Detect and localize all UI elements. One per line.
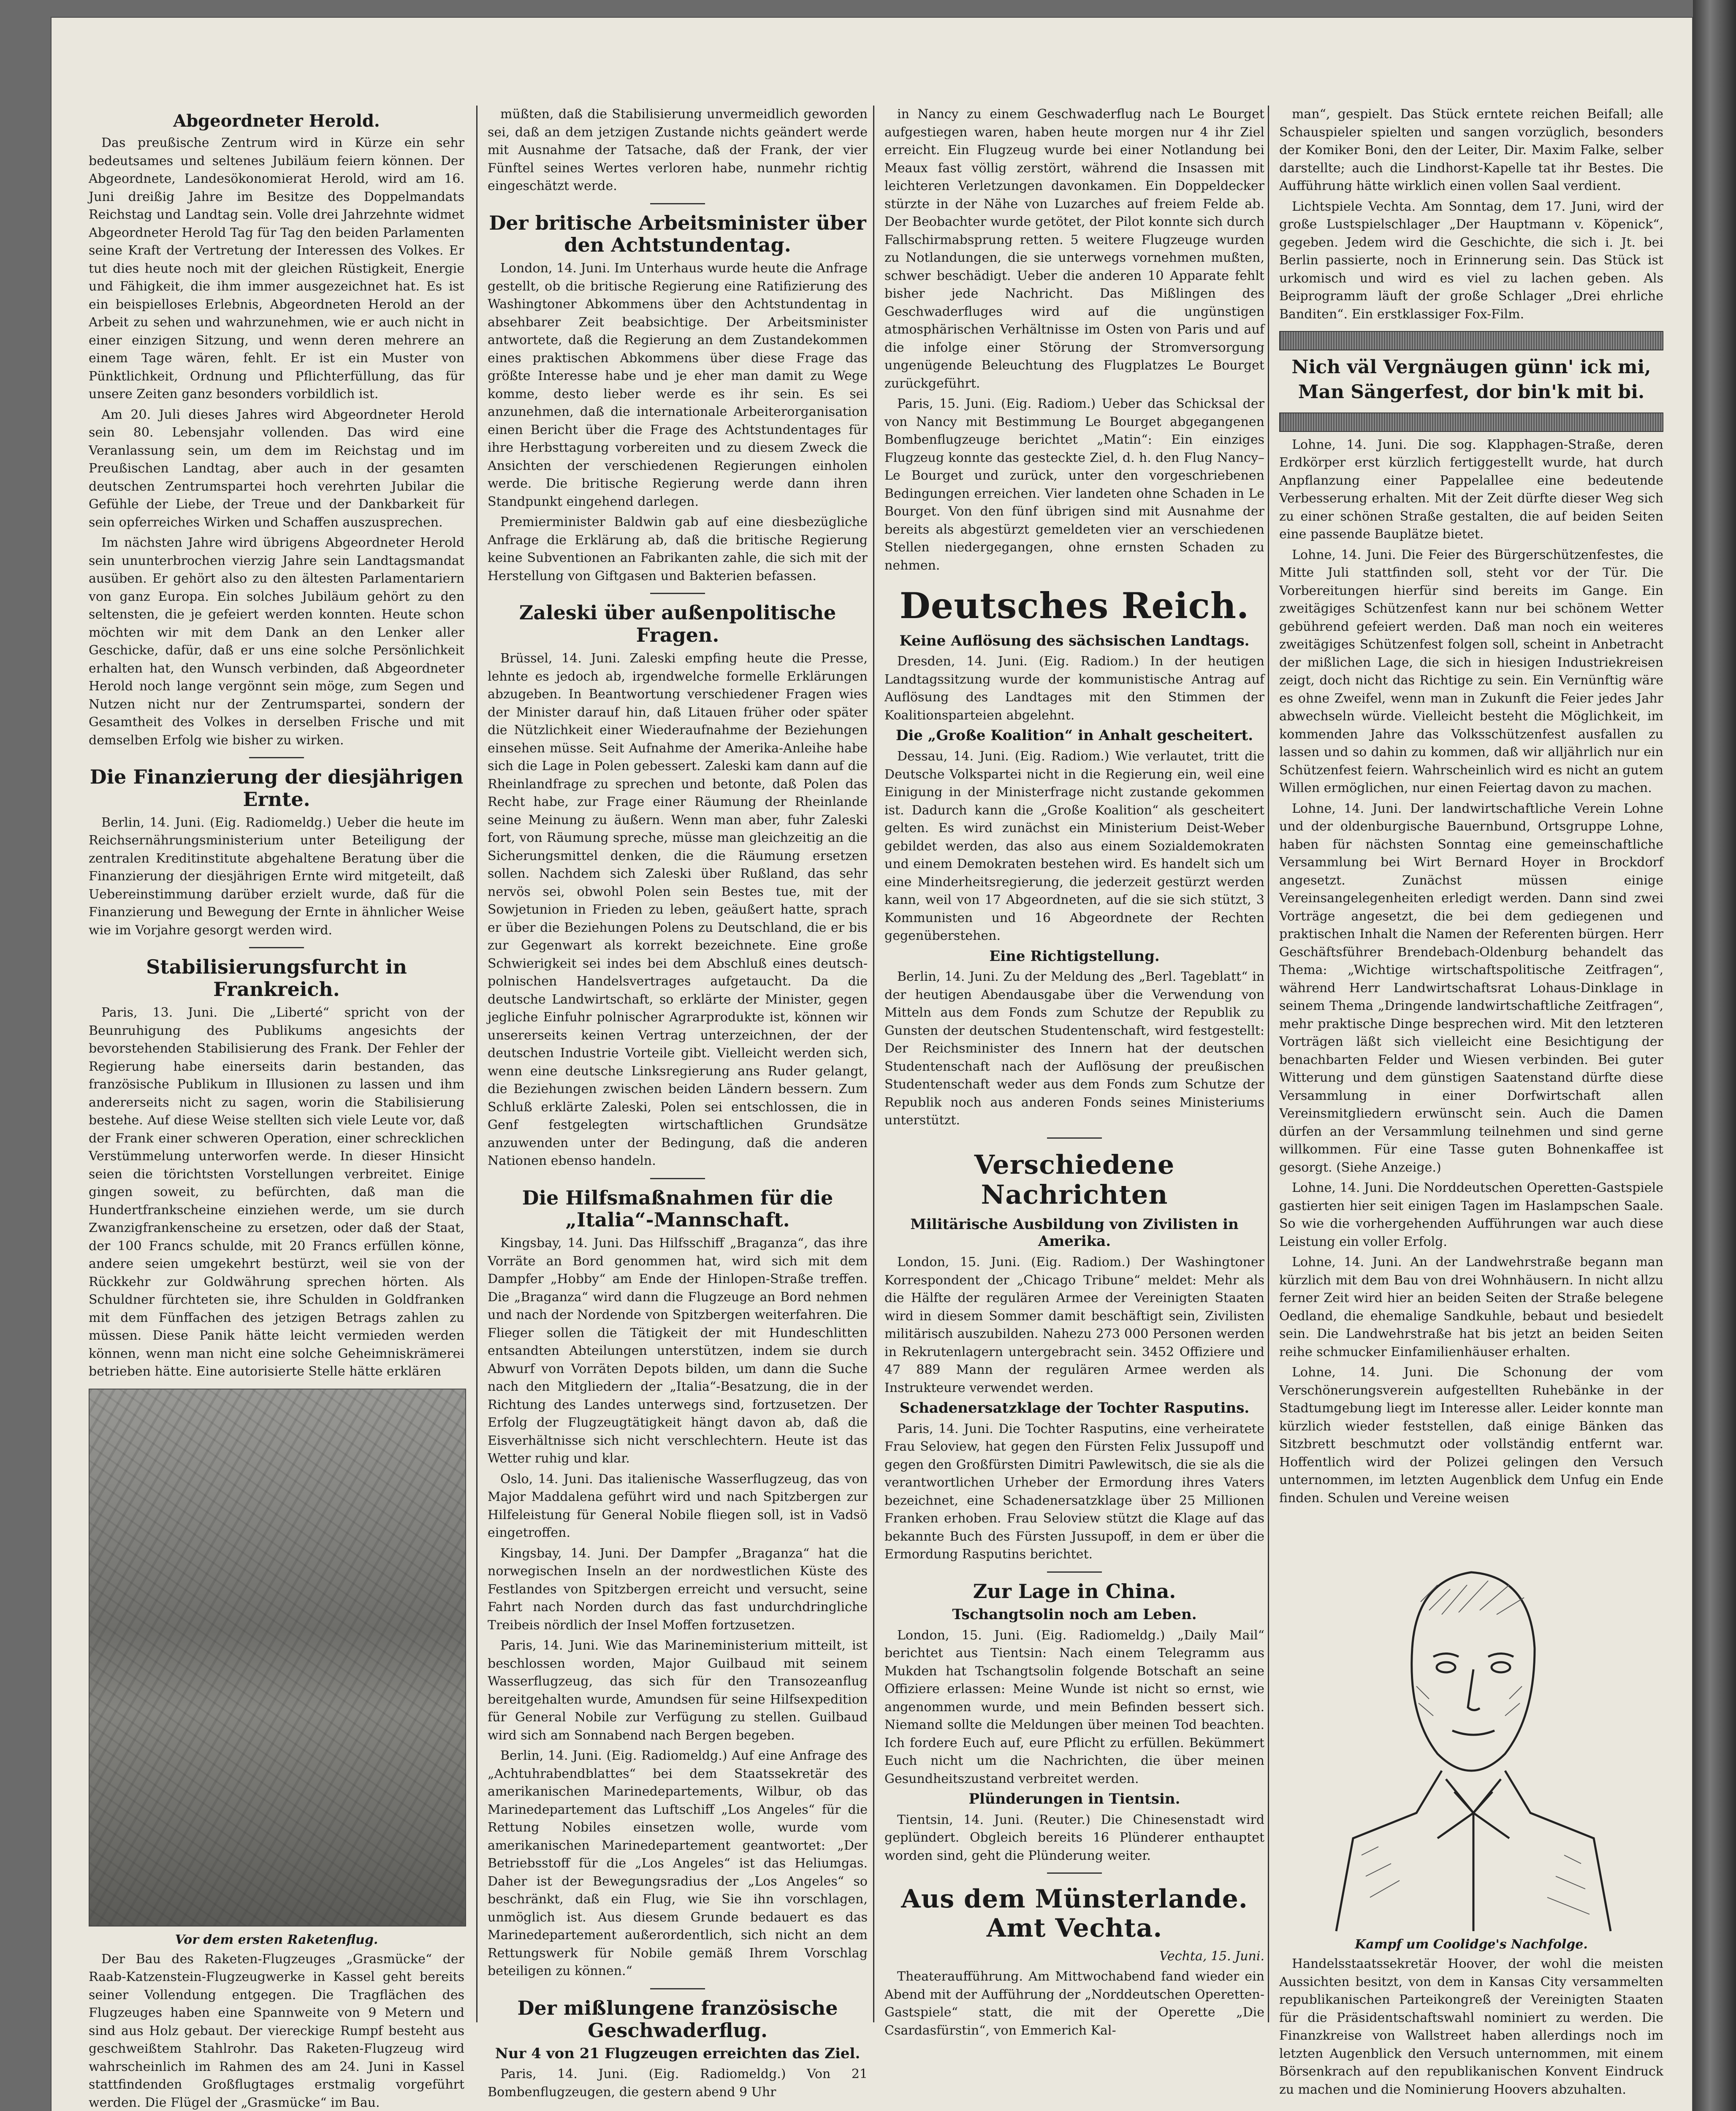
dateline: Vechta, 15. Juni.: [1159, 1949, 1264, 1964]
article-text: man“, gespielt. Das Stück erntete reichen Beifall; alle Schauspieler spielten und sangen vorzüglich, besonders der Komiker Boni, den der Leiter, Dir. Maxim Falke, selber darstellte; auch die Lindhorst-Kapelle tat ihr Bestes. Die Aufführung hätte wirklich einen vollen Saal verdient.: [1279, 107, 1663, 193]
column-4: [1279, 106, 1663, 2097]
column-rule: [1268, 106, 1269, 2022]
portrait-caption: Kampf um Coolidge's Nachfolge.: [1355, 1937, 1588, 1952]
separator: [1047, 1872, 1102, 1874]
column-rule: [873, 106, 874, 2022]
scan-binding-edge: [1693, 0, 1736, 2111]
article-subtitle: Keine Auflösung des sächsischen Landtags.: [899, 632, 1250, 649]
article-text: Oslo, 14. Juni. Das italienische Wasserflugzeug, das von Major Maddalena geführt wird und nach Spitzbergen zur Hilfeleistung für General Nobile fliegen soll, ist in Vadsö eingetroffen.: [488, 1471, 868, 1541]
separator: [650, 1988, 705, 1989]
column-rule: [476, 106, 477, 2022]
section-title: Verschiedene Nachrichten: [974, 1149, 1175, 1210]
article-title: Die Finanzierung der diesjährigen Ernte.: [90, 765, 464, 811]
article-text: London, 15. Juni. (Eig. Radiomeldg.) „Daily Mail“ berichtet aus Tientsin: Nach einem Telegramm aus Mukden hat Tschangtsolin folgende Botschaft an seine Offiziere erlassen: Meine Wunde ist nicht so ernst, wie angenommen wurde, und mein Befinden bessert sich. Niemand sollte die Meldungen über meinen Tod beachten. Ich fordere Euch auf, eure Pflicht zu erfüllen. Bekümmert Euch nicht um die Nachrichten, die über meinen Gesundheitszustand verbreitet werden.: [884, 1628, 1264, 1786]
rocket-plane-photo: [89, 1389, 466, 1926]
article-text: Paris, 14. Juni. Die Tochter Rasputins, eine verheiratete Frau Seloview, hat gegen den Fürsten Felix Jussupoff und gegen den Großfürsten Dimitri Pawlewitsch, die sie als die verantwortlichen Urheber der Ermordung ihres Vaters bezeichnet, eine Schadenersatzklage über 25 Millionen Franken erhoben. Frau Seloview stützt die Klage auf das bekannte Buch des Fürsten Jussupoff, in dem er über die Ermordung Rasputins berichtet.: [884, 1421, 1264, 1562]
motto-verse: Nich väl Vergnäugen günn' ick mi, Man Sängerfest, dor bin'k mit bi.: [1291, 356, 1651, 403]
separator: [1047, 1571, 1102, 1573]
article-text: Dresden, 14. Juni. (Eig. Radiom.) In der heutigen Landtagssitzung wurde der kommunistische Antrag auf Auflösung des Landtages mit den Stimmen der Koalitionsparteien abgelehnt.: [884, 654, 1264, 723]
column-1: [89, 106, 464, 2110]
column-3: [884, 106, 1264, 2038]
portrait-drawing: [1311, 1517, 1632, 1931]
article-text: Lohne, 14. Juni. Die Schonung der vom Verschönerungsverein aufgestellten Ruhebänke in der Stadtumgebung liegt im Interesse aller. Leider konnte man kürzlich wieder feststellen, daß einige Bänken das Sitzbrett beschmutzt oder vollständig entfernt war. Hoffentlich wird der Polizei gelingen den Versuch unternommen, im letzten Augenblick dem Unfug ein Ende finden. Schulen und Vereine weisen: [1279, 1365, 1663, 1506]
ornamental-banner: [1279, 331, 1663, 350]
photo-caption: Vor dem ersten Raketenflug.: [175, 1932, 378, 1947]
separator: [650, 203, 705, 204]
article-text: in Nancy zu einem Geschwaderflug nach Le Bourget aufgestiegen waren, haben heute morgen nur 4 ihr Ziel erreicht. Ein Flugzeug wurde bei einer Notlandung bei Meaux fast völlig zerstört, während die Insassen mit leichteren Verletzungen davonkamen. Ein Doppeldecker stürzte in der Nähe von Luzarches auf freiem Felde ab. Der Beobachter wurde getötet, der Pilot konnte sich durch Fallschirmabsprung retten. 5 weitere Flugzeuge wurden zu Notlandungen, die sie unterwegs vornehmen mußten, schwer beschädigt. Ueber die anderen 10 Apparate fehlt bisher jede Nachricht. Das Mißlingen des Geschwaderfluges wird auf die ungünstigen atmosphärischen Verhältnisse im Osten von Paris und auf die infolge einer Störung der Stromversorgung ungenügende Beleuchtung des Flugplatzes Le Bourget zurückgeführt.: [884, 107, 1264, 391]
article-subtitle: Plünderungen in Tientsin.: [968, 1791, 1180, 1808]
separator: [650, 1178, 705, 1179]
article-text: Der Bau des Raketen-Flugzeuges „Grasmücke“ der Raab-Katzenstein-Flugzeugwerke in Kassel geht bereits seiner Vollendung entgegen. Die Tragflächen des Flugzeuges haben eine Spannweite von 9 Metern und sind aus Holz gebaut. Der viereckige Rumpf besteht aus geschweißtem Stahlrohr. Das Raketen-Flugzeug wird wahrscheinlich im Rahmen des am 24. Juni in Kassel stattfindenden Großflugtages erstmalig vorgeführt werden. Die Flügel der „Grasmücke“ im Bau.: [89, 1951, 464, 2110]
article-title: Stabilisierungsfurcht in Frankreich.: [146, 955, 407, 1001]
article-text: Berlin, 14. Juni. (Eig. Radiomeldg.) Ueber die heute im Reichsernährungsministerium unter Beteiligung der zentralen Kreditinstitute abgehaltene Beratung über die Finanzierung der diesjährigen Ernte wird mitgeteilt, daß Uebereinstimmung darüber erzielt wurde, daß für die Finanzierung und Bewegung der Ernte in ähnlicher Weise wie im Vorjahre gesorgt werden wird.: [89, 815, 464, 938]
article-title: Zaleski über außenpolitische Fragen.: [519, 601, 836, 647]
article-title: Der mißlungene französische Geschwaderflug.: [517, 1996, 838, 2042]
article-text: Im nächsten Jahre wird übrigens Abgeordneter Herold sein ununterbrochen vierzig Jahre sein Landtagsmandat ausüben. Er gehört also zu den ältesten Parlamentariern von ganz Europa. Ein solches Jubiläum gehört zu den seltensten, die je gefeiert werden konnten. Heute schon möchten wir mit dem Dank an den Lenker aller Geschicke, dafür, daß er uns eine solche Persönlichkeit erhalten hat, den Wunsch verbinden, daß Abgeordneter Herold noch lange vergönnt sein möge, zum Segen und Nutzen nicht nur der Zentrumspartei, sondern der Gesamtheit des Volkes in derselben Frische und mit demselben Erfolg wie bisher zu wirken.: [89, 535, 464, 748]
separator: [249, 947, 304, 948]
article-subtitle: Schadenersatzklage der Tochter Rasputins.: [899, 1400, 1250, 1417]
article-text: Berlin, 14. Juni. Zu der Meldung des „Berl. Tageblatt“ in der heutigen Abendausgabe über die Verwendung von Mitteln aus dem Fonds zum Schutze der Republik zu Gunsten der deutschen Studentenschaft, wird festgestellt: Der Reichsminister des Innern hat der deutschen Studentenschaft nach der Auflösung der preußischen Studentenschaft weder aus dem Fonds zum Schutze der Republik noch aus anderen Fonds seines Ministeriums unterstützt.: [884, 969, 1264, 1128]
article-text: Paris, 13. Juni. Die „Liberté“ spricht von der Beunruhigung des Publikums angesichts der bevorstehenden Stabilisierung des Frank. Der Fehler der Regierung habe einerseits darin bestanden, das französische Publikum in Illusionen zu lassen und ihm andererseits nicht zu sagen, worin die Stabilisierung bestehe. Auf diese Weise stellten sich viele Leute vor, daß der Frank einer schweren Operation, einer schrecklichen Verstümmelung unterworfen werde. In dieser Hinsicht seien die törichtsten Vorstellungen verbreitet. Einige gingen soweit, zu befürchten, daß man die Hundertfrankscheine einziehen werde, um sie durch Zwanzigfrankenscheine zu ersetzen, oder daß der Staat, der 100 Francs schulde, mit 20 Francs erfüllen könne, andere seien umgekehrt bestürzt, weil sie von der Rückkehr zur Goldwährung sprechen hörten. Als Schuldner fürchteten sie, ihre Schulden in Goldfranken mit dem Fünffachen des jetzigen Betrags zahlen zu müssen. Diese Panik hätte leicht vermieden werden können, wenn man nicht eine solche Geheimniskrämerei betrieben hätte. Eine autorisierte Stelle hätte erklären: [89, 1005, 464, 1379]
article-subtitle: Tschangtsolin noch am Leben.: [952, 1606, 1197, 1623]
article-text: Am 20. Juli dieses Jahres wird Abgeordneter Herold sein 80. Lebensjahr vollenden. Das wird eine Veranlassung sein, um dem im Reichstag und im Preußischen Landtag, aber auch in der gesamten deutschen Zentrumspartei hoch verehrten Jubilar die Gefühle der Liebe, der Treue und der Dankbarkeit für sein opferreiches Wirken und Schaffen auszusprechen.: [89, 407, 464, 530]
article-title: Der britische Arbeitsminister über den Achtstundentag.: [489, 211, 866, 257]
article-title: Abgeordneter Herold.: [173, 111, 380, 131]
article-text: London, 14. Juni. Im Unterhaus wurde heute die Anfrage gestellt, ob die britische Regierung eine Ratifizierung des Washingtoner Abkommens über den Achtstundentag in absehbarer Zeit beabsichtige. Der Arbeitsminister antwortete, daß die Regierung an dem Zustandekommen eines praktischen Abkommens über diese Frage das größte Interesse habe und je eher man damit zu Wege komme, desto lieber werde es ihr sein. Es sei anzunehmen, daß die internationale Arbeiterorganisation einen Bericht über die Frage des Achtstundentages für ihre Herbsttagung vorbereiten und zu diesem Zweck die Ansichten der verschiedenen Regierungen einholen werde. Die britische Regierung werde dann ihren Standpunkt eingehend darlegen.: [488, 261, 868, 509]
article-text: Brüssel, 14. Juni. Zaleski empfing heute die Presse, lehnte es jedoch ab, irgendwelche formelle Erklärungen abzugeben. In Beantwortung verschiedener Fragen wies der Minister darauf hin, daß Litauen früher oder später die Nützlichkeit einer Wiederaufnahme der Beziehungen einsehen müsse. Seit Aufnahme der Amerika-Anleihe habe sich die Lage in Polen gebessert. Zaleski kam dann auf die Rheinlandfrage zu sprechen und betonte, daß Polen das Recht habe, zur Frage einer Räumung der Rheinlande seine Meinung zu äußern. Wenn man aber, fuhr Zaleski fort, von Räumung spreche, müsse man gleichzeitig an die Sicherungsmittel denken, die die Räumung ersetzen sollen. Nachdem sich Zaleski über Rußland, das sehr nervös sei, obwohl Polen sein Bestes tue, mit der Sowjetunion in Frieden zu leben, geäußert hatte, sprach er über die Beziehungen Polens zu Deutschland, die er bis zur Gegenwart als korrekt bezeichnete. Eine große Schwierigkeit sei indes bei dem Abschluß eines deutsch-polnischen Handelsvertrages aufgetaucht. Da die deutsche Landwirtschaft, so erklärte der Minister, gegen jegliche Einfuhr polnischer Agrarprodukte ist, können wir unsererseits keinen Vertrag unterzeichnen, der der deutschen Industrie Vorteile gibt. Vielleicht werden sich, wenn eine deutsche Linksregierung ans Ruder gelangt, die Beziehungen zwischen beiden Ländern bessern. Zum Schluß erklärte Zaleski, Polen sei entschlossen, die in Genf festgelegten wirtschaftlichen Grundsätze anzuwenden unter der Bedingung, daß die anderen Nationen ebenso handeln.: [488, 651, 868, 1169]
article-text: London, 15. Juni. (Eig. Radiom.) Der Washingtoner Korrespondent der „Chicago Tribune“ meldet: Mehr als die Hälfte der regulären Armee der Vereinigten Staaten wird in diesem Sommer damit beschäftigt sein, Zivilisten militärisch auszubilden. Nahezu 273 000 Personen werden in Rekrutenlagern untergebracht sein. 3452 Offiziere und 47 889 Mann der regulären Armee werden als Instrukteure verwendet werden.: [884, 1255, 1264, 1395]
article-text: Tientsin, 14. Juni. (Reuter.) Die Chinesenstadt wird geplündert. Obgleich bereits 16 Plünderer enthauptet worden sind, geht die Plünderung weiter.: [884, 1812, 1264, 1863]
article-title: Zur Lage in China.: [973, 1579, 1176, 1603]
article-subtitle: Militärische Ausbildung von Zivilisten in Amerika.: [910, 1216, 1239, 1250]
article-text: Kingsbay, 14. Juni. Der Dampfer „Braganza“ hat die norwegischen Inseln an der nordwestlichen Küste des Festlandes von Spitzbergen erreicht und versucht, seine Fahrt nach Norden durch das fast undurchdringliche Treibeis nördlich der Insel Moffen fortzusetzen.: [488, 1546, 868, 1633]
section-title: Deutsches Reich.: [899, 585, 1250, 627]
article-text: Lohne, 14. Juni. Die sog. Klapphagen-Straße, deren Erdkörper erst kürzlich fertiggestellt wurde, hat durch Anpflanzung einer Pappelallee eine bedeutende Verbesserung erhalten. Mit der Zeit dürfte dieser Weg sich zu einer schönen Straße gestalten, die auf beiden Seiten eine passende Bauplätze bietet.: [1279, 437, 1663, 542]
article-text: Lichtspiele Vechta. Am Sonntag, dem 17. Juni, wird der große Lustspielschlager „Der Hauptmann v. Köpenick“, gegeben. Jedem wird die Geschichte, die sich i. Jt. bei Berlin passierte, noch in Erinnerung sein. Das Stück ist urkomisch und wird es viel zu lachen geben. Als Beiprogramm läuft der große Schlager „Drei ehrliche Banditen“. Ein erstklassiger Fox-Film.: [1279, 199, 1663, 322]
article-text: Paris, 14. Juni. Wie das Marineministerium mitteilt, ist beschlossen worden, Major Guilbaud mit seinem Wasserflugzeug, das sich für den Transozeanflug bereitgehalten wurde, Amundsen für seine Hilfsexpedition für General Nobile zur Verfügung zu stellen. Guilbaud wird sich am Sonnabend nach Bergen begeben.: [488, 1638, 868, 1743]
article-title: Die Hilfsmaßnahmen für die „Italia“-Mannschaft.: [522, 1186, 833, 1232]
article-subtitle: Die „Große Koalition“ in Anhalt gescheitert.: [895, 727, 1253, 744]
ornamental-banner: [1279, 412, 1663, 432]
article-text: Lohne, 14. Juni. Der landwirtschaftliche Verein Lohne und der oldenburgische Bauernbund, Ortsgruppe Lohne, haben für nächsten Sonntag eine gemeinschaftliche Versammlung bei Wirt Bernard Hoyer in Brockdorf angesetzt. Zunächst müssen einige Vereinsangelegenheiten erledigt werden. Dann sind zwei Vorträge angesetzt, die bei dem gediegenen und praktischen Inhalt die Namen der Referenten bürgen. Herr Geschäftsführer Brendebach-Oldenburg behandelt das Thema: „Wichtige wirtschaftspolitische Zeitfragen“, während Herr Landwirtschaftsrat Lohaus-Dinklage in seinem Thema „Dringende landwirtschaftliche Zeitfragen“, mehr praktische Dinge besprechen wird. Mit den letzteren Vorträgen läßt sich vielleicht eine Besichtigung der benachbarten Felder und Wiesen verbinden. Bei guter Witterung und dem günstigen Saatenstand dürfte diese Versammlung in einer Dorfwirtschaft allen Vereinsmitgliedern erwünscht sein. Auch die Damen dürfen an der Versammlung teilnehmen und sind gerne willkommen. Für eine Tasse guten Bohnenkaffee ist gesorgt. (Siehe Anzeige.): [1279, 801, 1663, 1175]
article-text: Handelsstaatssekretär Hoover, der wohl die meisten Aussichten besitzt, von dem in Kansas City versammelten republikanischen Parteikongreß der Vereinigten Staaten für die Präsidentschaftswahl nominiert zu werden. Die Finanzkreise von Wallstreet haben allerdings noch im letzten Augenblick den Versuch unternommen, mit einem Börsenkrach auf den republikanischen Konvent Eindruck zu machen und die Nominierung Hoovers abzuhalten.: [1279, 1956, 1663, 2097]
article-text: Kingsbay, 14. Juni. Das Hilfsschiff „Braganza“, das ihre Vorräte an Bord genommen hat, wird sich mit dem Dampfer „Hobby“ am Ende der Hinlopen-Straße treffen. Die „Braganza“ wird dann die Flugzeuge an Bord nehmen und nach der Nordende von Spitzbergen weiterfahren. Die Flieger sollen die Tätigkeit der mit Hundeschlitten entsandten Abteilungen unterstützen, indem sie durch Abwurf von Vorräten Depots bilden, um dann die Suche nach den Mitgliedern der „Italia“-Besatzung, die in der Richtung des Landes unterwegs sind, fortzusetzen. Der Erfolg der Flugzeugtätigkeit hängt davon ab, daß die Eisverhältnisse sich nicht verschlechtern. Heute ist das Wetter ruhig und klar.: [488, 1236, 868, 1466]
article-text: Lohne, 14. Juni. An der Landwehrstraße begann man kürzlich mit dem Bau von drei Wohnhäusern. In nicht allzu ferner Zeit wird hier an beiden Seiten der Straße belegene Oedland, die ehemalige Sandkuhle, bebaut und besiedelt sein. Die Landwehrstraße hat bis jetzt an beiden Seiten reihe schmucker Einfamilienhäuser erhalten.: [1279, 1255, 1663, 1359]
article-text: Dessau, 14. Juni. (Eig. Radiom.) Wie verlautet, tritt die Deutsche Volkspartei nicht in die Regierung ein, weil eine Einigung in der Ministerfrage nicht zustande gekommen ist. Dadurch kann die „Große Koalition“ als gescheitert gelten. Es wird zunächst ein Ministerium Deist-Weber gebildet werden, das also aus einem Sozialdemokraten und einem Demokraten bestehen wird. Es handelt sich um eine Minderheitsregierung, die jederzeit gestürzt werden kann, weil von 17 Abgeordneten, auf die sie sich stützt, 3 Kommunisten und 16 Abgeordnete der Rechten gegenüberstehen.: [884, 749, 1264, 944]
article-text: Paris, 15. Juni. (Eig. Radiom.) Ueber das Schicksal der von Nancy mit Bestimmung Le Bourget abgegangenen Bombenflugzeuge berichtet „Matin“: Ein einziges Flugzeug konnte das gesteckte Ziel, d. h. den Flug Nancy–Le Bourget und zurück, unter den vorgeschriebenen Bedingungen erreichen. Vier landeten ohne Schaden in Le Bourget. Von den fünf übrigen sind mit Ausnahme der bereits als abgestürzt gemeldeten vier an verschiedenen Stellen niedergegangen, ohne ernsten Schaden zu nehmen.: [884, 396, 1264, 573]
separator: [249, 757, 304, 758]
article-text: Premierminister Baldwin gab auf eine diesbezügliche Anfrage die Erklärung ab, daß die britische Regierung keine Subventionen an Fabrikanten zahle, die sich mit der Herstellung von Giftgasen und Bakterien befassen.: [488, 515, 868, 583]
separator: [1047, 1137, 1102, 1139]
hoover-portrait: [1311, 1517, 1632, 1931]
article-subtitle: Nur 4 von 21 Flugzeugen erreichten das Ziel.: [495, 2045, 860, 2062]
article-text: Paris, 14. Juni. (Eig. Radiomeldg.) Von 21 Bombenflugzeugen, die gestern abend 9 Uhr: [488, 2067, 868, 2100]
article-text: Lohne, 14. Juni. Die Feier des Bürgerschützenfestes, die Mitte Juli stattfinden soll, steht vor der Tür. Die Vorbereitungen hierfür sind bereits im Gange. Ein zweitägiges Schützenfest kann nur bei schönem Wetter gebührend gefeiert werden. Daß man noch ein weiteres zweitägiges Schützenfest folgen soll, scheint in Anbetracht der mißlichen Lage, die sich in hiesigen Industriekreisen zeigt, doch nicht das Richtige zu sein. Ein Vernünftig wäre es ohne Zweifel, wenn man in Zukunft die Feier jedes Jahr abwechseln würde. Vielleicht besteht die Möglichkeit, im kommenden Jahre das Volksschützenfest ausfallen zu lassen und so dahin zu kommen, daß wir alljährlich nur ein Schützenfest feiern. Wahrscheinlich wird es nicht an gutem Willen ermöglichen, nur einen Feiertag davon zu machen.: [1279, 547, 1663, 796]
section-title: Aus dem Münsterlande. Amt Vechta.: [901, 1884, 1248, 1943]
article-text: Lohne, 14. Juni. Die Norddeutschen Operetten-Gastspiele gastierten hier seit einigen Tagen im Haslampschen Saale. So wie die vorhergehenden Aufführungen war auch diese Leistung ein voller Erfolg.: [1279, 1180, 1663, 1249]
article-text: Das preußische Zentrum wird in Kürze ein sehr bedeutsames und seltenes Jubiläum feiern können. Der Abgeordnete, Landesökonomierat Herold, wird am 16. Juni dreißig Jahre im Besitze des Doppelmandats Reichstag und Landtag sein. Volle drei Jahrzehnte widmet Abgeordneter Herold Tag für Tag den beiden Parlamenten seine Kraft der Vertretung der Interessen des Volkes. Er tut dies heute noch mit der gleichen Rüstigkeit, Energie und Fähigkeit, die ihm immer ausgezeichnet hat. Es ist ein beispielloses Erlebnis, Abgeordneten Herold an der Arbeit zu sehen und wahrzunehmen, wie er auch nicht in einer einzigen Sitzung, und wenn deren mehrere an einem Tage wären, fehlt. Er ist ein Muster von Pünktlichkeit, Ordnung und Pflichterfüllung, das für unsere Zeiten ganz besonders vorbildlich ist.: [89, 136, 464, 402]
article-text: Berlin, 14. Juni. (Eig. Radiomeldg.) Auf eine Anfrage des „Achtuhrabendblattes“ bei dem Staatssekretär des amerikanischen Marinedepartements, Wilbur, ob das Marinedepartement das Luftschiff „Los Angeles“ für die Rettung Nobiles einsetzen wolle, wurde vom amerikanischen Marinedepartement geantwortet: „Der Betriebsstoff für die „Los Angeles“ ist das Heliumgas. Daher ist der Bewegungsradius der „Los Angeles“ so beschränkt, daß ein Flug, wie Sie ihn vorschlagen, unmöglich ist. Aus diesem Grunde bedauert es das Marinedepartement außerordentlich, sich nicht an dem Rettungswerk für Nobile gemäß Ihrem Vorschlag beteiligen zu können.“: [488, 1748, 868, 1979]
article-subtitle: Eine Richtigstellung.: [989, 947, 1160, 965]
article-text: müßten, daß die Stabilisierung unvermeidlich geworden sei, daß an dem jetzigen Zustande nichts geändert werde mit Ausnahme der Tatsache, daß der Frank, der vier Fünftel seines Wertes verloren habe, nunmehr richtig eingeschätzt werde.: [488, 107, 868, 193]
separator: [650, 593, 705, 594]
column-2: [488, 106, 868, 2100]
article-text: Theateraufführung. Am Mittwochabend fand wieder ein Abend mit der Aufführung der „Norddeutschen Operetten-Gastspiele“ statt, die mit der Operette „Die Csardasfürstin“, von Emmerich Kal-: [884, 1969, 1264, 2038]
